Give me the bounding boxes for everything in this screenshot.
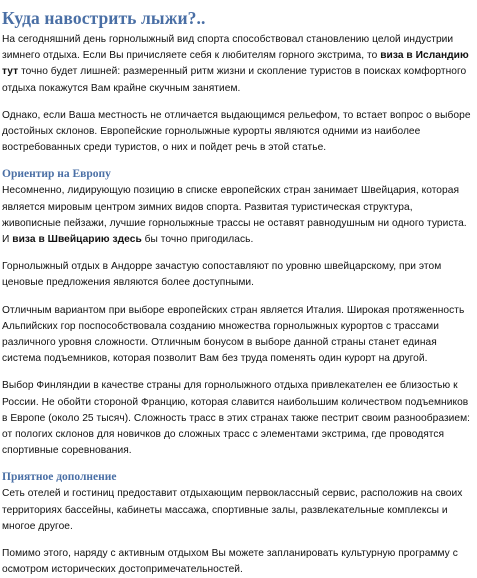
section-heading-pleasant-addition: Приятное дополнение	[2, 471, 117, 484]
switzerland-paragraph-text-b: бы точно пригодилась.	[141, 234, 254, 246]
andorra-paragraph: Горнолыжный отдых в Андорре зачастую сопоставляют по уровню швейцарскому, при этом ценовые предложения являются более доступными.	[2, 261, 442, 289]
finland-france-paragraph: Выбор Финляндии в качестве страны для горнолыжного отдыха привлекателен ее близостью к России. Не обойти стороной Францию, которая славится наибольшим количеством подъемников в Европе (около 25 тысяч). Сложность трасс в этих странах также пестрит своим разнообразием: от пологих склонов для новичков до сложных трасс с элементами экстрима, где проводятся спортивные соревнования.	[2, 380, 471, 457]
hotels-paragraph: Сеть отелей и гостиниц предоставит отдыхающим первоклассный сервис, расположив на своих территориях бассейны, кабинеты массажа, спортивные залы, развлекательные комплексы и многое другое.	[2, 488, 463, 532]
iceland-visa-bold-text: виза в Исландию тут	[2, 50, 469, 78]
intro-paragraph-1-text-a: На сегодняшний день горнолыжный вид спорта способствовал становлению целой индустрии зимнего отдыха. Если Вы причисляете себя к любителям горного экстрима, то	[2, 34, 454, 62]
intro-paragraph-2: Однако, если Ваша местность не отличается выдающимся рельефом, то встает вопрос о выборе достойных склонов. Европейские горнолыжные курорты являются одними из наиболее востребованных среди туристов, о них и пойдет речь в этой статье.	[2, 109, 471, 154]
switzerland-paragraph	[2, 183, 471, 248]
intro-paragraph-1	[2, 32, 471, 97]
italy-paragraph: Отличным вариантом при выборе европейских стран является Италия. Широкая протяженность Альпийских гор поспособствовала созданию множества горнолыжных курортов с трассами различного уровня сложности. Отличным бонусом в выборе данной страны станет единая система подъемников, которая позволит Вам без труда поменять один курорт на другой.	[2, 304, 465, 365]
intro-paragraph-1-text-b: точно будет лишней: размеренный ритм жизни и скопление туристов в поисках комфортного отдыха покажутся Вам крайне скучным занятием.	[2, 66, 467, 94]
section-heading-europe: Ориентир на Европу	[2, 168, 111, 181]
article-title: Куда навострить лыжи?..	[2, 8, 206, 28]
culture-paragraph: Помимо этого, наряду с активным отдыхом Вы можете запланировать культурную программу с осмотром исторических достопримечательностей.	[2, 548, 458, 576]
switzerland-visa-bold-text: виза в Швейцарию здесь	[12, 234, 142, 246]
switzerland-paragraph-text-a: Несомненно, лидирующую позицию в списке европейских стран занимает Швейцария, которая является мировым центром зимних видов спорта. Развитая туристическая структура, живописные пейзажи, лучшие горнолыжные трассы не оставят равнодушным ни одного туриста. И	[2, 185, 467, 246]
